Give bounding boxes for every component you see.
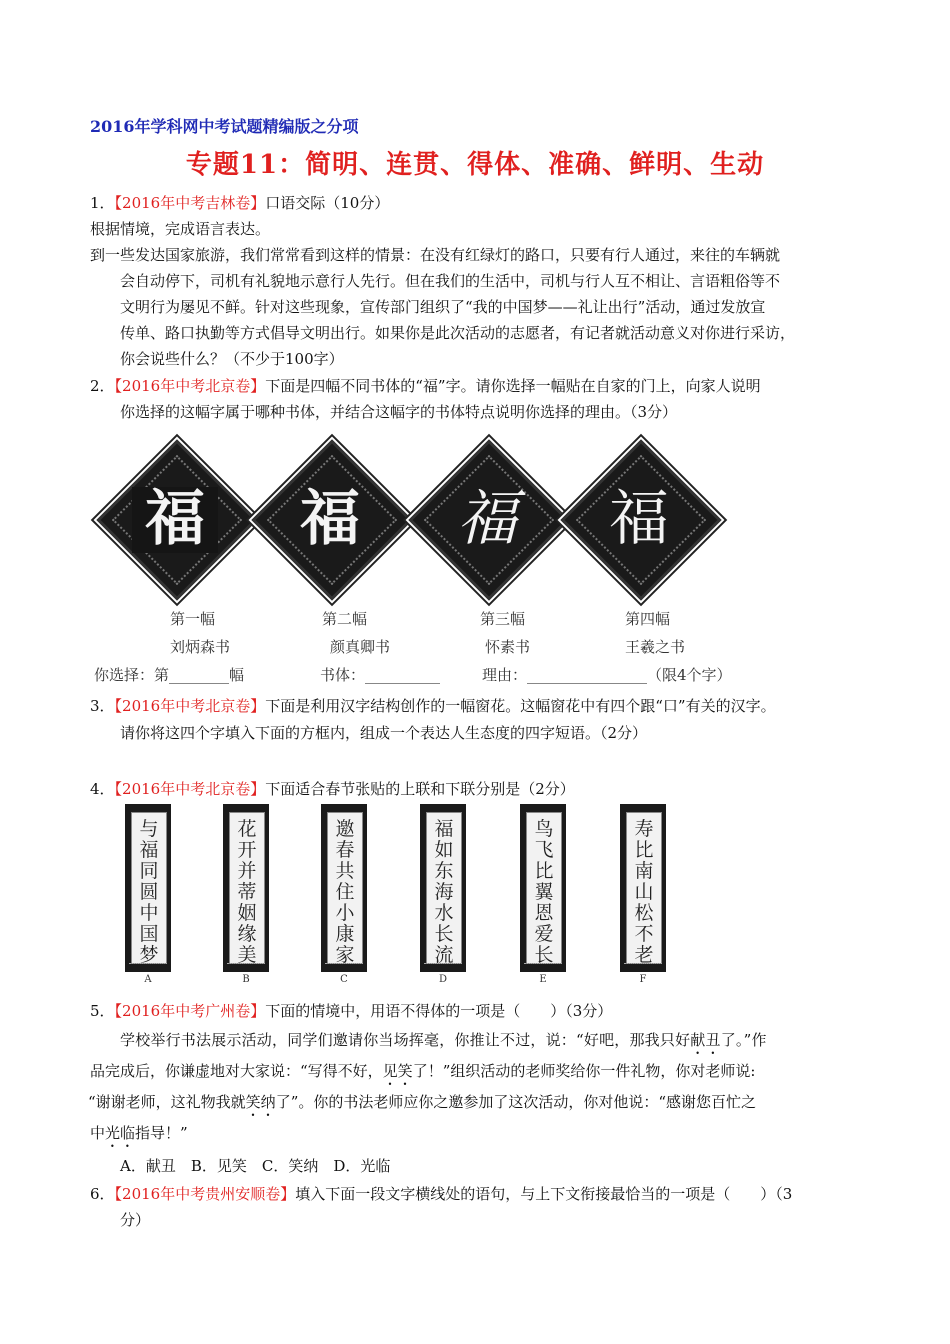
couplets-figure (125, 804, 670, 984)
q4-heading (90, 776, 575, 802)
couplet-label-e: E (539, 974, 547, 985)
fu-author-2: 颜真卿书 (330, 638, 391, 656)
fu-character-2: 福 (300, 484, 360, 554)
fu-author-3: 怀素书 (485, 638, 531, 656)
q6-head: 填入下面一段文字横线处的语句，与上下文衔接最恰当的一项是（ ）（3 (295, 1185, 793, 1203)
couplet-text-a: 与福同圆中国梦 (139, 818, 159, 966)
q3-number: 3． (90, 697, 115, 715)
q6-heading (90, 1181, 792, 1207)
fu-label-1: 第一幅 (170, 610, 216, 628)
couplet-text-b: 花开并蒂姻缘美 (237, 818, 257, 966)
q4-head: 下面适合春节张贴的上联和下联分别是（2分） (265, 780, 575, 798)
q1-head: 口语交际（10分） (265, 194, 390, 212)
series-subtitle: 2016年学科网中考试题精编版之分项 (90, 117, 359, 136)
q5-source: 【2016年中考广州卷】 (114, 1002, 266, 1020)
couplet-scroll-a (125, 804, 171, 972)
couplet-scroll-b (223, 804, 269, 972)
q5-keyword: 光临 (105, 1124, 136, 1142)
fu-label-3: 第三幅 (480, 610, 526, 628)
fu-answer-choose: 你选择：第________幅 (94, 666, 245, 684)
q3-head: 下面是利用汉字结构创作的一幅窗花。这幅窗花中有四个跟“口”有关的汉字。 (265, 697, 776, 715)
fu-author-1: 刘炳森书 (170, 638, 231, 656)
q3-source: 【2016年中考北京卷】 (114, 697, 266, 715)
couplet-label-f: F (639, 974, 647, 985)
q1-line: 你会说些什么？（不少于100字） (120, 350, 344, 368)
fu-author-4: 王羲之书 (625, 638, 686, 656)
couplet-scroll-d (420, 804, 466, 972)
q4-source: 【2016年中考北京卷】 (114, 780, 266, 798)
couplet-label-c: C (340, 974, 348, 985)
q5-keyword: 献丑 (690, 1031, 721, 1049)
fu-label-2: 第二幅 (322, 610, 368, 628)
q6-number: 6． (90, 1185, 115, 1203)
q5-number: 5． (90, 1002, 115, 1020)
q5-head: 下面的情境中，用语不得体的一项是（ ）（3分） (265, 1002, 613, 1020)
q2-source: 【2016年中考北京卷】 (114, 377, 266, 395)
q1-line: 文明行为屡见不鲜。针对这些现象，宣传部门组织了“我的中国梦——礼让出行”活动，通过发放宣 (120, 298, 766, 316)
q1-number: 1． (90, 194, 115, 212)
q1-line: 会自动停下，司机有礼貌地示意行人先行。但在我们的生活中，司机与行人互不相让、言语粗俗等不 (120, 272, 781, 290)
q6-source: 【2016年中考贵州安顺卷】 (114, 1185, 296, 1203)
q5-heading (90, 998, 612, 1024)
page-title: 专题11：简明、连贯、得体、准确、鲜明、生动 (185, 150, 765, 180)
q4-number: 4． (90, 780, 115, 798)
q5-passage-line: 学校举行书法展示活动，同学们邀请你当场挥毫，你推让不过，说：“好吧，那我只好献丑了。”作 (120, 1031, 767, 1049)
q5-options: A．献丑 B．见笑 C．笑纳 D．光临 (120, 1157, 391, 1175)
couplet-label-b: B (242, 974, 250, 985)
q2-number: 2． (90, 377, 115, 395)
q1-line: 到一些发达国家旅游，我们常常看到这样的情景：在没有红绿灯的路口，只要有行人通过，来往的车辆就 (90, 246, 781, 264)
q1-line: 根据情境，完成语言表达。 (90, 220, 271, 238)
q5-keyword: 见笑 (382, 1062, 413, 1080)
couplet-scroll-f (620, 804, 666, 972)
q2-head: 下面是四幅不同书体的“福”字。请你选择一幅贴在自家的门上，向家人说明 (265, 377, 761, 395)
fu-character-1: 福 (145, 484, 205, 554)
fu-answer-style: 书体：__________ (320, 666, 441, 684)
fu-character-3: 福 (457, 484, 517, 554)
q5-passage-line: 中光临指导！” (90, 1124, 188, 1142)
couplet-label-d: D (438, 974, 448, 985)
couplet-scroll-c (321, 804, 367, 972)
q3-heading (90, 693, 776, 719)
couplet-text-f: 寿比南山松不老 (634, 818, 654, 966)
q6-line: 分） (120, 1211, 151, 1229)
q3-line: 请你将这四个字填入下面的方框内，组成一个表达人生态度的四字短语。（2分） (120, 724, 648, 742)
couplet-text-d: 福如东海水长流 (434, 818, 454, 966)
couplet-text-c: 邀春共住小康家 (335, 818, 355, 966)
q1-heading (90, 190, 389, 216)
couplet-label-a: A (144, 974, 152, 985)
couplet-scroll-e (520, 804, 566, 972)
q1-source: 【2016年中考吉林卷】 (114, 194, 266, 212)
q5-passage-line: 品完成后，你谦虚地对大家说：“写得不好，见笑了！”组织活动的老师奖给你一件礼物，你对老师说: (90, 1062, 756, 1080)
couplet-text-e: 鸟飞比翼恩爱长 (534, 818, 554, 966)
q2-heading (90, 373, 761, 399)
fu-calligraphy-figure (92, 433, 747, 688)
q5-keyword: 笑纳 (245, 1093, 276, 1111)
q2-line: 你选择的这幅字属于哪种书体，并结合这幅字的书体特点说明你选择的理由。（3分） (120, 403, 678, 421)
q5-passage-line: “谢谢老师，这礼物我就笑纳了”。你的书法老师应你之邀参加了这次活动，你对他说：“感谢您百忙之 (88, 1093, 757, 1111)
fu-label-4: 第四幅 (625, 610, 671, 628)
q1-line: 传单、路口执勤等方式倡导文明出行。如果你是此次活动的志愿者，有记者就活动意义对你进行采访， (120, 324, 796, 342)
fu-answer-reason: 理由：________________（限4个字） (482, 666, 732, 684)
fu-character-4: 福 (609, 484, 669, 554)
